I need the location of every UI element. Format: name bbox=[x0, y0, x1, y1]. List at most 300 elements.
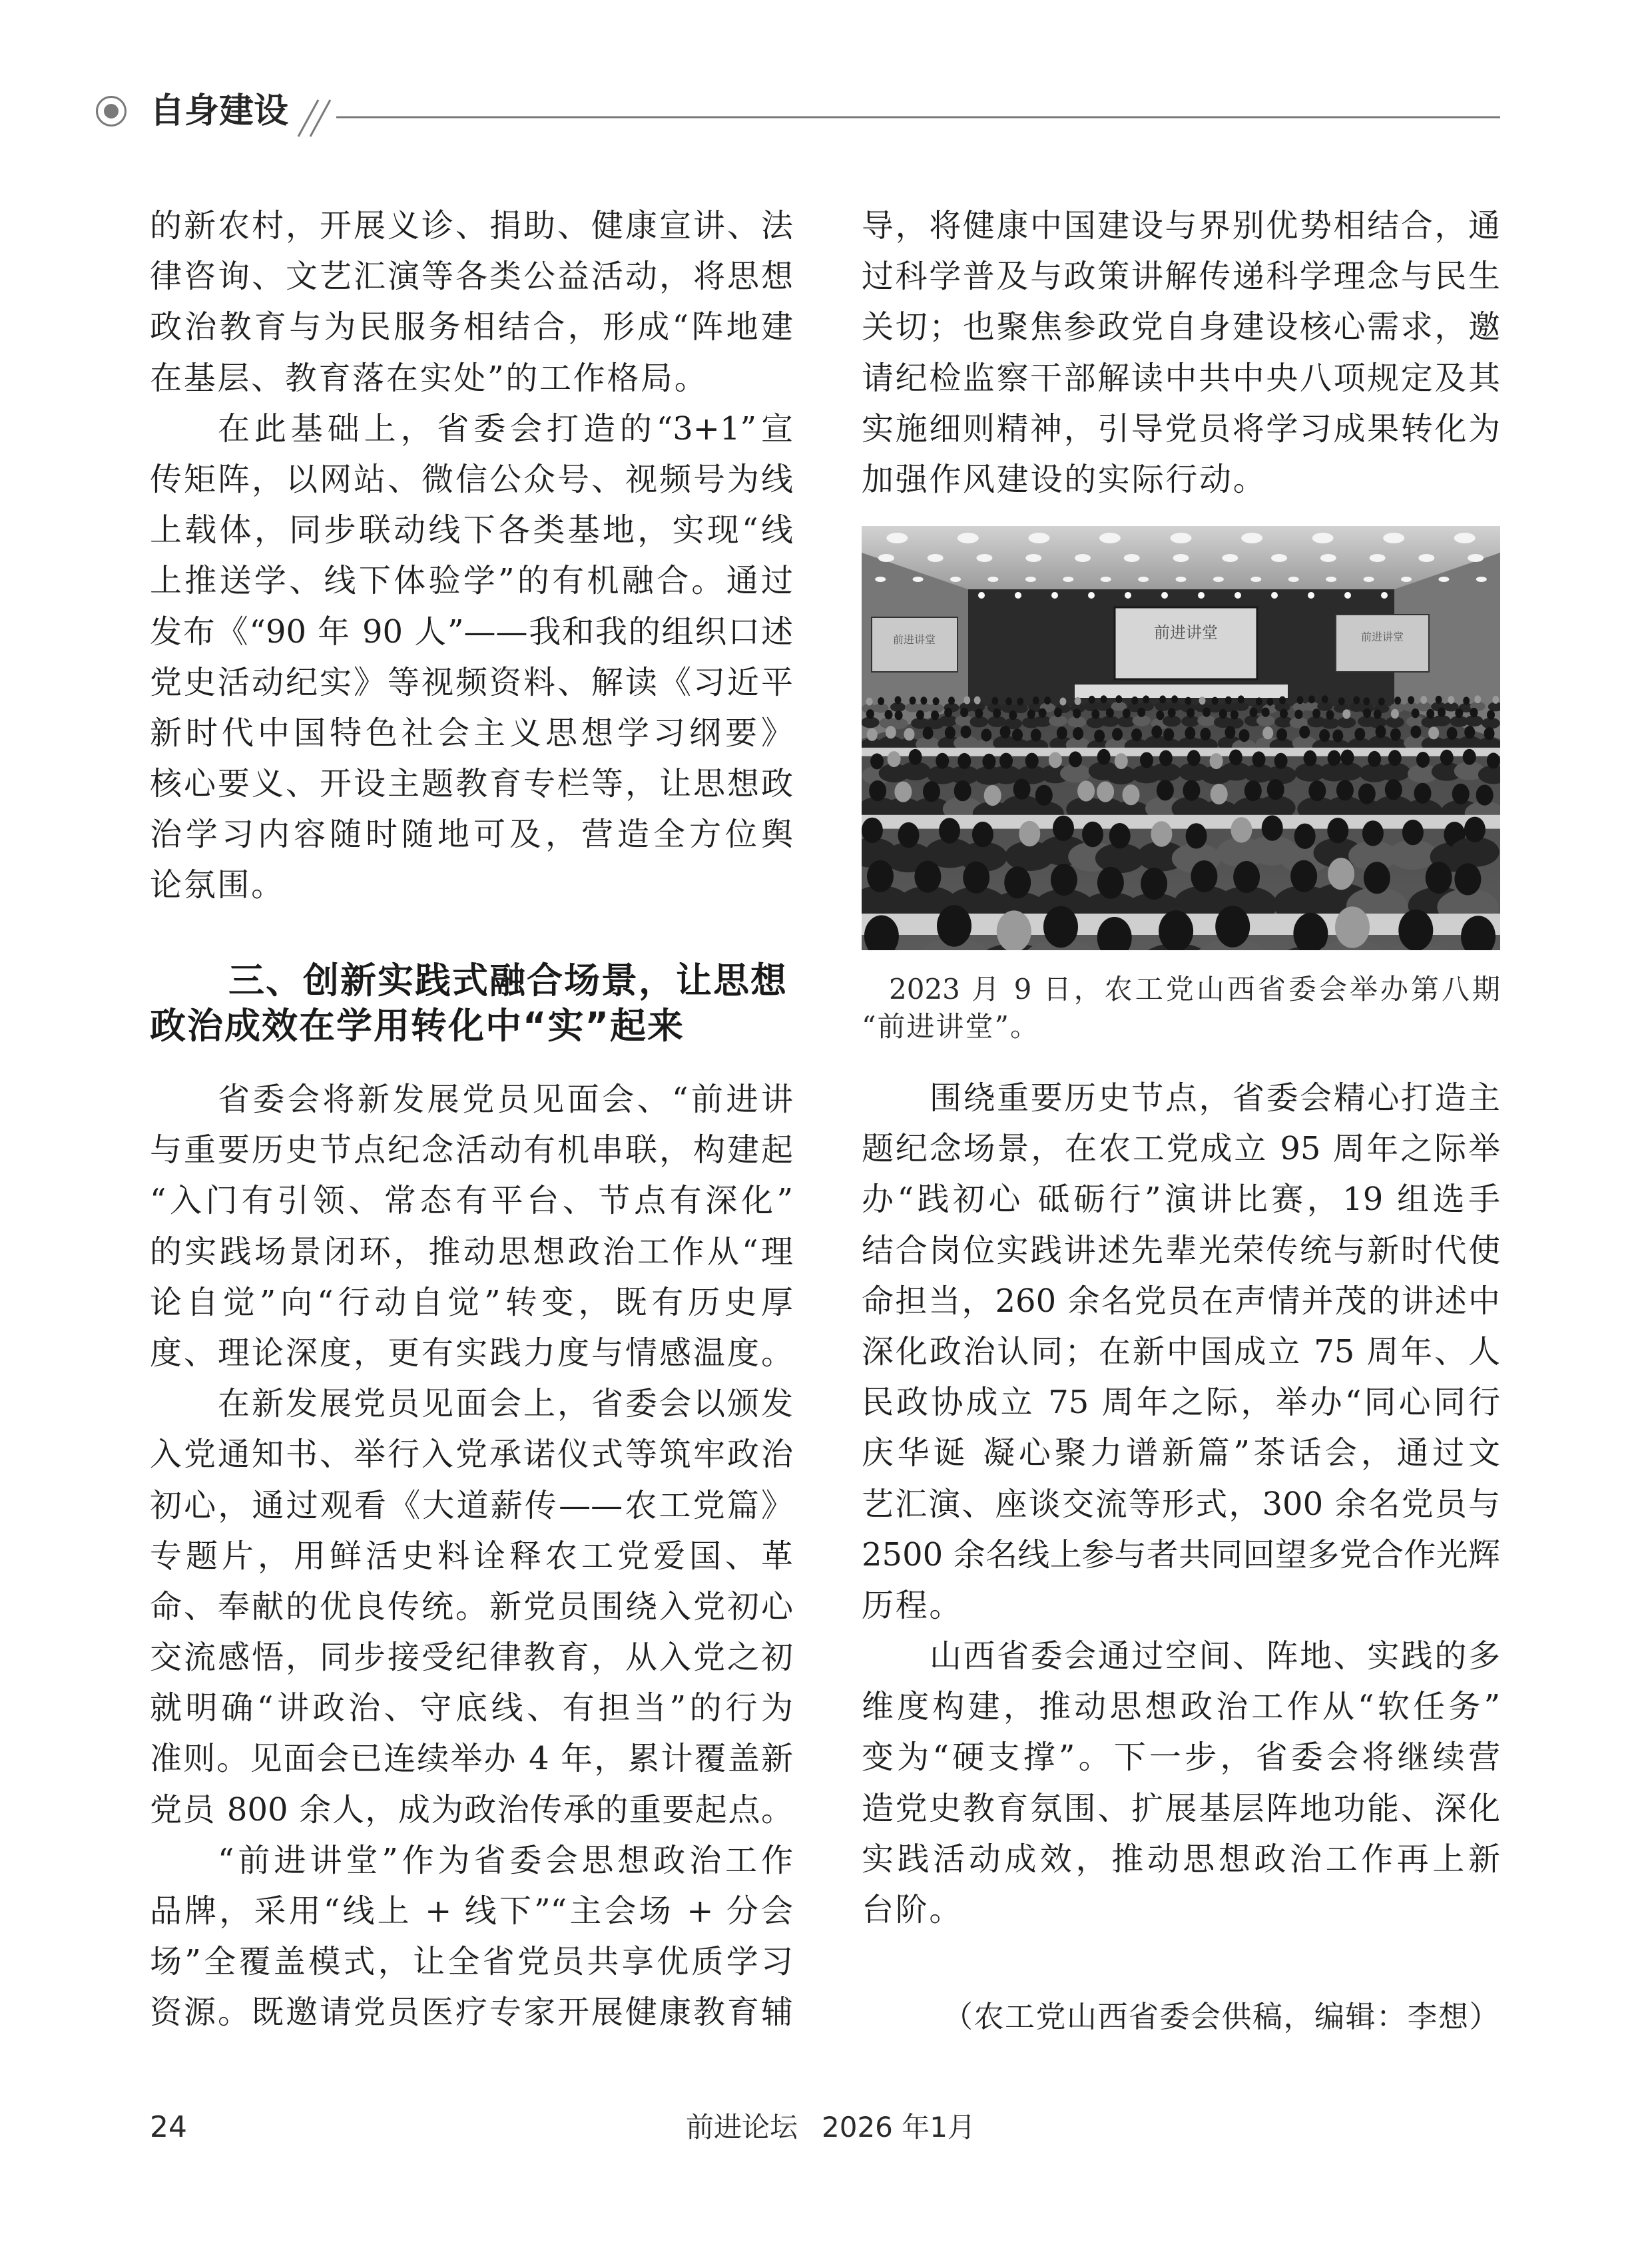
body-line: 专题片，用鲜活史料诠释农工党爱国、革 bbox=[150, 1537, 793, 1575]
audience-head bbox=[1363, 697, 1370, 705]
audience-head bbox=[1123, 708, 1131, 718]
audience-head bbox=[1049, 752, 1062, 768]
audience-head bbox=[963, 862, 989, 894]
left-screen-text: 前进讲堂 bbox=[892, 633, 936, 646]
ceiling-light bbox=[987, 577, 998, 582]
audience-head bbox=[1398, 910, 1433, 950]
audience-head bbox=[1274, 753, 1288, 769]
body-line: “前进讲堂”作为省委会思想政治工作 bbox=[218, 1841, 793, 1879]
audience-head bbox=[1219, 709, 1227, 718]
audience-head bbox=[1452, 784, 1470, 804]
audience-head bbox=[1326, 710, 1334, 719]
audience-head bbox=[1186, 823, 1207, 848]
body-line: 变为“硬支撑”。下一步，省委会将继续营 bbox=[862, 1739, 1500, 1777]
audience-head bbox=[1009, 710, 1017, 720]
audience-head bbox=[1297, 696, 1304, 704]
audience-head bbox=[866, 709, 874, 718]
audience-head bbox=[1053, 816, 1074, 841]
ceiling-light bbox=[1288, 577, 1299, 582]
spotlight bbox=[1125, 592, 1131, 599]
audience-head bbox=[1140, 752, 1153, 768]
audience-head bbox=[1156, 710, 1164, 720]
body-line: 在此基础上，省委会打造的“3+1”宣 bbox=[218, 410, 793, 447]
audience-head bbox=[910, 697, 916, 704]
audience-head bbox=[1328, 858, 1354, 890]
photo-caption-line: 2023 月 9 日，农工党山西省委会举办第八期 bbox=[889, 973, 1500, 1005]
audience-head bbox=[1374, 709, 1382, 718]
body-line: 发布《“90 年 90 人”——我和我的组织口述 bbox=[150, 613, 793, 651]
audience-head bbox=[909, 749, 922, 765]
spotlight bbox=[1344, 592, 1351, 599]
audience-head bbox=[984, 785, 1001, 806]
audience-head bbox=[1000, 726, 1011, 738]
audience-head bbox=[1073, 708, 1081, 718]
ceiling-light bbox=[1025, 554, 1041, 562]
audience-head bbox=[1363, 708, 1371, 718]
audience-head bbox=[1035, 785, 1053, 806]
audience-head bbox=[945, 726, 956, 739]
audience-head bbox=[1097, 867, 1124, 899]
audience-head bbox=[1187, 750, 1201, 766]
conference-photo bbox=[862, 526, 1500, 950]
audience-head bbox=[1199, 697, 1206, 704]
audience-head bbox=[1200, 728, 1211, 740]
section-heading-line: 政治成效在学用转化中“实”起来 bbox=[150, 1005, 685, 1047]
body-line: 命担当，260 余名党员在声情并茂的讲述中 bbox=[862, 1282, 1500, 1320]
ceiling-light bbox=[928, 554, 944, 562]
audience-head bbox=[1017, 698, 1023, 706]
audience-head bbox=[1487, 752, 1500, 768]
audience-head bbox=[1094, 730, 1105, 742]
audience-head bbox=[1238, 695, 1244, 703]
ceiling-light bbox=[1312, 533, 1334, 543]
spotlight bbox=[1051, 592, 1058, 599]
body-line: 与重要历史节点纪念活动有机串联，构建起 bbox=[150, 1131, 793, 1169]
ceiling-light bbox=[976, 554, 992, 562]
audience-head bbox=[1376, 725, 1386, 738]
audience-head bbox=[1322, 695, 1328, 703]
audience-head bbox=[886, 726, 896, 738]
ceiling-light bbox=[1213, 577, 1224, 582]
table-cloth bbox=[862, 748, 1500, 756]
audience-head bbox=[1106, 708, 1114, 717]
audience-head bbox=[1123, 784, 1140, 805]
audience-head bbox=[1151, 725, 1162, 738]
ceiling-light bbox=[1383, 533, 1404, 543]
audience-head bbox=[1368, 751, 1381, 767]
right-column-bottom bbox=[862, 1073, 1500, 1935]
audience-head bbox=[1109, 823, 1131, 848]
audience-head bbox=[939, 818, 960, 843]
ceiling-light bbox=[1176, 577, 1187, 582]
audience-head bbox=[1051, 864, 1077, 896]
issue-date: 2026 年1月 bbox=[822, 2111, 975, 2143]
audience-head bbox=[1013, 779, 1031, 800]
body-line: 的新农村，开展义诊、捐助、健康宣讲、法 bbox=[150, 207, 793, 244]
audience-head bbox=[1276, 728, 1287, 741]
body-line: 实施细则精神，引导党员将学习成果转化为 bbox=[862, 410, 1500, 447]
audience-head bbox=[1025, 753, 1039, 769]
audience-head bbox=[1470, 708, 1478, 717]
body-line: 题纪念场景，在农工党成立 95 周年之际举 bbox=[862, 1130, 1500, 1168]
photo-caption bbox=[862, 971, 1500, 1045]
body-line: 命、奉献的优良传统。新党员围绕入党初心 bbox=[150, 1587, 793, 1625]
body-line: 政治教育与为民服务相结合，形成“阵地建 bbox=[150, 308, 793, 346]
body-line: 艺汇演、座谈交流等形式，300 余名党员与 bbox=[862, 1485, 1500, 1523]
audience-head bbox=[1089, 696, 1095, 704]
audience-head bbox=[1385, 779, 1402, 800]
audience-head bbox=[867, 860, 894, 892]
audience-head bbox=[1097, 749, 1111, 765]
audience-head bbox=[914, 861, 941, 893]
spotlight bbox=[1235, 592, 1241, 599]
audience-head bbox=[1231, 710, 1239, 719]
audience-head bbox=[1131, 697, 1138, 704]
audience-head bbox=[1402, 820, 1424, 845]
audience-head bbox=[1294, 710, 1302, 719]
ceiling-light bbox=[1438, 577, 1449, 582]
audience-head bbox=[1225, 697, 1232, 704]
ceiling-light bbox=[1250, 577, 1261, 582]
audience-head bbox=[1420, 696, 1427, 704]
audience-head bbox=[1054, 708, 1062, 717]
audience-head bbox=[1215, 906, 1250, 947]
audience-head bbox=[1131, 728, 1142, 741]
audience-head bbox=[1075, 697, 1081, 705]
audience-head bbox=[1231, 817, 1252, 842]
body-line: 围绕重要历史节点，省委会精心打造主 bbox=[930, 1079, 1500, 1117]
audience-head bbox=[1341, 750, 1354, 766]
audience-head bbox=[1338, 697, 1345, 705]
audience-head bbox=[1005, 697, 1012, 705]
audience-head bbox=[1262, 708, 1270, 717]
ceiling-light bbox=[1025, 577, 1036, 582]
body-line: 论自觉”向“行动自觉”转变，既有历史厚 bbox=[150, 1283, 793, 1321]
audience-head bbox=[1416, 752, 1430, 768]
body-line: 庆华诞 凝心聚力谱新篇”茶话会，通过文 bbox=[862, 1434, 1500, 1472]
magazine-name: 前进论坛 bbox=[686, 2111, 798, 2143]
ceiling-light bbox=[1418, 554, 1434, 562]
spotlight bbox=[1015, 592, 1021, 599]
audience-head bbox=[1267, 779, 1284, 800]
audience-head bbox=[1414, 783, 1432, 804]
body-line: 新时代中国特色社会主义思想学习纲要》 bbox=[150, 714, 793, 752]
audience-head bbox=[1267, 698, 1274, 706]
ceiling-light bbox=[1476, 577, 1487, 582]
audience-head bbox=[1492, 696, 1499, 704]
ceiling-light bbox=[958, 533, 979, 543]
audience-head bbox=[1262, 815, 1283, 840]
ceiling-light bbox=[1370, 554, 1386, 562]
audience-head bbox=[1394, 697, 1401, 704]
photo-caption-line: “前进讲堂”。 bbox=[862, 1010, 1039, 1043]
audience-head bbox=[1279, 697, 1286, 704]
audience-head bbox=[1191, 860, 1217, 892]
audience-head bbox=[1391, 709, 1399, 718]
audience-head bbox=[1364, 862, 1390, 894]
spotlight bbox=[1161, 592, 1168, 599]
ceiling-light bbox=[1173, 554, 1189, 562]
ceiling-light bbox=[1124, 554, 1140, 562]
audience-head bbox=[1112, 728, 1123, 740]
audience-head bbox=[1033, 697, 1039, 704]
audience-head bbox=[1358, 784, 1376, 804]
audience-head bbox=[1476, 785, 1494, 806]
body-line: 办“践初心 砥砺行”演讲比赛，19 组选手 bbox=[862, 1181, 1500, 1219]
audience-head bbox=[1091, 709, 1099, 718]
audience-head bbox=[1484, 727, 1495, 740]
audience-head bbox=[997, 910, 1031, 950]
body-line: 2500 余名线上参与者共同回望多党合作光辉 bbox=[862, 1536, 1500, 1573]
audience-head bbox=[1487, 710, 1495, 719]
audience-head bbox=[1143, 695, 1149, 703]
audience-head bbox=[1410, 726, 1421, 738]
audience-head bbox=[1163, 728, 1174, 741]
spotlight bbox=[1198, 592, 1205, 599]
audience-head bbox=[1115, 753, 1128, 769]
audience-head bbox=[1185, 726, 1195, 739]
audience-head bbox=[1183, 780, 1200, 801]
body-line: 品牌，采用“线上 + 线下”“主会场 + 分会 bbox=[150, 1892, 793, 1930]
audience-head bbox=[1203, 707, 1211, 716]
section-heading-line: 三、创新实践式融合场景，让思想 bbox=[228, 960, 788, 1001]
body-line: 就明确“讲政治、守底线、有担当”的行为 bbox=[150, 1689, 793, 1727]
audience-head bbox=[1159, 695, 1166, 703]
spotlight bbox=[978, 592, 985, 599]
audience-head bbox=[1426, 709, 1434, 718]
body-line: “入门有引领、常态有平台、节点有深化” bbox=[150, 1182, 793, 1220]
audience-head bbox=[1256, 697, 1262, 705]
ceiling-light bbox=[1320, 554, 1336, 562]
ceiling-light bbox=[875, 577, 886, 582]
ceiling-light bbox=[1028, 533, 1049, 543]
audience-head bbox=[1115, 695, 1122, 703]
main-screen bbox=[1115, 607, 1257, 679]
audience-head bbox=[1436, 696, 1442, 704]
body-line: 过科学普及与政策讲解传递科学理念与民生 bbox=[862, 258, 1500, 296]
body-line: 资源。既邀请党员医疗专家开展健康教育辅 bbox=[150, 1994, 793, 2032]
body-line: 维度构建，推动思想政治工作从“软任务” bbox=[862, 1688, 1500, 1726]
audience-head bbox=[1250, 708, 1258, 717]
audience-head bbox=[1440, 750, 1454, 766]
audience-head bbox=[1428, 726, 1439, 739]
body-line: 度、理论深度，更有实践力度与情感温度。 bbox=[150, 1334, 793, 1372]
ceiling-light bbox=[1063, 577, 1073, 582]
audience-head bbox=[1082, 822, 1103, 847]
audience-head bbox=[974, 697, 981, 704]
body-line: 民政协成立 75 周年之际，举办“同心同行 bbox=[862, 1384, 1500, 1422]
ceiling-light bbox=[1075, 554, 1091, 562]
audience-head bbox=[1019, 821, 1040, 846]
audience-head bbox=[1299, 726, 1310, 738]
body-line: 关切；也聚焦参政党自身建设核心需求，邀 bbox=[862, 308, 1500, 346]
audience-head bbox=[1294, 824, 1316, 849]
audience-head bbox=[1073, 727, 1083, 740]
audience-head bbox=[1233, 861, 1260, 893]
section-heading bbox=[150, 958, 793, 1049]
audience-head bbox=[1455, 708, 1463, 718]
audience-head bbox=[1239, 729, 1250, 742]
audience-head bbox=[958, 753, 971, 769]
audience-head bbox=[1328, 750, 1341, 766]
spotlight bbox=[1271, 592, 1278, 599]
audience-head bbox=[1101, 695, 1107, 703]
body-line: 实践活动成效，推动思想政治工作再上新 bbox=[862, 1840, 1500, 1878]
audience-head bbox=[1464, 726, 1475, 738]
audience-head bbox=[1454, 863, 1481, 895]
ceiling-light bbox=[1364, 577, 1374, 582]
audience-head bbox=[1212, 697, 1219, 705]
presidium-table bbox=[1075, 685, 1288, 698]
ceiling-light bbox=[1241, 533, 1262, 543]
audience-head bbox=[1390, 728, 1401, 741]
audience-head bbox=[1463, 749, 1476, 765]
body-line: 结合岗位实践讲述先辈光荣传统与新时代使 bbox=[862, 1231, 1500, 1269]
audience-head bbox=[862, 818, 883, 843]
body-line: 加强作风建设的实际行动。 bbox=[862, 460, 1267, 498]
audience-head bbox=[1244, 780, 1262, 801]
audience-head bbox=[1378, 698, 1385, 706]
ceiling-light bbox=[1271, 554, 1287, 562]
spotlight bbox=[1088, 592, 1095, 599]
audience-head bbox=[895, 696, 902, 704]
audience-head bbox=[1097, 782, 1114, 802]
audience-head bbox=[894, 782, 912, 802]
ceiling-light bbox=[886, 533, 908, 543]
audience-head bbox=[1280, 709, 1288, 718]
ceiling-light bbox=[1171, 533, 1192, 543]
body-line: 上推送学、线下体验学”的有机融合。通过 bbox=[150, 562, 793, 600]
audience-head bbox=[1354, 728, 1365, 740]
audience-head bbox=[1304, 750, 1317, 766]
audience-head bbox=[1225, 726, 1235, 738]
audience-head bbox=[923, 726, 934, 739]
left-column-bottom bbox=[150, 1074, 793, 2038]
audience-head bbox=[869, 780, 886, 801]
body-line: 山西省委会通过空间、阵地、实践的多 bbox=[930, 1637, 1500, 1675]
body-line: 党史活动纪实》等视频资料、解读《习近平 bbox=[150, 663, 793, 701]
spotlight bbox=[1381, 592, 1388, 599]
main-screen-text: 前进讲堂 bbox=[1154, 623, 1218, 642]
body-line: 的实践场景闭环，推动思想政治工作从“理 bbox=[150, 1233, 793, 1270]
audience-head bbox=[1059, 698, 1066, 706]
body-line: 台阶。 bbox=[862, 1891, 964, 1928]
audience-head bbox=[1447, 727, 1458, 740]
body-line: 核心要义、开设主题教育专栏等，让思想政 bbox=[150, 765, 793, 803]
body-line: 造党史教育氛围、扩展基层阵地功能、深化 bbox=[862, 1789, 1500, 1827]
audience-head bbox=[948, 697, 955, 704]
audience-head bbox=[1336, 780, 1354, 800]
audience-head bbox=[961, 726, 971, 738]
audience-head bbox=[1211, 784, 1228, 804]
audience-head bbox=[1171, 695, 1178, 703]
section-title: 自身建设 bbox=[150, 91, 289, 131]
audience-head bbox=[944, 708, 952, 717]
audience-head bbox=[1426, 862, 1452, 894]
article-credit: （农工党山西省委会供稿，编辑：李想） bbox=[942, 1999, 1500, 2034]
body-line: 治学习内容随时随地可及，营造全方位舆 bbox=[150, 816, 793, 854]
body-line: 深化政治认同；在新中国成立 75 周年、人 bbox=[862, 1332, 1500, 1370]
audience-head bbox=[937, 905, 971, 946]
audience-head bbox=[1027, 709, 1035, 718]
body-line: 在新发展党员见面会上，省委会以颁发 bbox=[218, 1385, 793, 1423]
audience-head bbox=[991, 697, 998, 705]
audience-head bbox=[1031, 728, 1041, 741]
body-line: 场”全覆盖模式，让全省党员共享优质学习 bbox=[150, 1943, 793, 1981]
audience-head bbox=[1412, 708, 1420, 718]
audience-head bbox=[866, 698, 873, 706]
audience-head bbox=[1210, 753, 1223, 769]
right-screen bbox=[1336, 615, 1429, 672]
body-line: 准则。见面会已连续举办 4 年，累计覆盖新 bbox=[150, 1740, 793, 1778]
audience-head bbox=[1463, 697, 1470, 704]
spotlight bbox=[1308, 592, 1314, 599]
audience-head bbox=[964, 697, 970, 704]
body-line: 上载体，同步联动线下各类基地，实现“线 bbox=[150, 511, 793, 549]
audience-head bbox=[898, 822, 920, 848]
audience-head bbox=[1474, 695, 1481, 703]
audience-head bbox=[1077, 780, 1095, 801]
body-line: 传矩阵，以网站、微信公众号、视频号为线 bbox=[150, 460, 793, 498]
header-rule bbox=[0, 0, 1652, 160]
body-line: 历程。 bbox=[862, 1586, 964, 1624]
audience-head bbox=[1332, 729, 1343, 742]
audience-head bbox=[1141, 868, 1167, 900]
audience-head bbox=[936, 753, 949, 769]
ceiling-light bbox=[1222, 554, 1238, 562]
ceiling-light bbox=[1099, 533, 1121, 543]
body-line: 党员 800 余人，成为政治传承的重要起点。 bbox=[150, 1791, 793, 1828]
audience-head bbox=[885, 710, 893, 719]
audience-head bbox=[981, 728, 991, 741]
body-line: 入党通知书、举行入党承诺仪式等筑牢政治 bbox=[150, 1436, 793, 1474]
audience-head bbox=[1159, 750, 1173, 766]
audience-head bbox=[1312, 708, 1320, 718]
audience-head bbox=[982, 754, 995, 770]
audience-head bbox=[954, 780, 971, 801]
audience-head bbox=[999, 753, 1013, 769]
body-line: 导，将健康中国建设与界别优势相结合，通 bbox=[862, 207, 1500, 244]
audience-head bbox=[1168, 708, 1176, 717]
ceiling-light bbox=[913, 577, 924, 582]
ceiling-light bbox=[1454, 533, 1476, 543]
audience-head bbox=[1252, 751, 1266, 767]
audience-head bbox=[931, 710, 939, 720]
page-number: 24 bbox=[150, 2110, 187, 2144]
audience-head bbox=[1308, 780, 1326, 801]
audience-head bbox=[1438, 708, 1446, 717]
audience-head bbox=[1362, 820, 1384, 846]
audience-head bbox=[916, 710, 924, 719]
audience-head bbox=[904, 728, 915, 740]
body-line: 省委会将新发展党员见面会、“前进讲 bbox=[218, 1081, 793, 1118]
audience-head bbox=[878, 697, 884, 705]
audience-head bbox=[920, 697, 927, 704]
audience-head bbox=[1319, 729, 1330, 742]
ceiling-light bbox=[1101, 577, 1111, 582]
ceiling-light bbox=[1138, 577, 1149, 582]
audience-head bbox=[972, 822, 993, 847]
body-line: 请纪检监察干部解读中共中央八项规定及其 bbox=[862, 359, 1500, 397]
audience-head bbox=[975, 708, 983, 718]
audience-head bbox=[1159, 910, 1193, 950]
audience-head bbox=[1448, 696, 1454, 704]
audience-head bbox=[1262, 726, 1273, 739]
audience-head bbox=[993, 708, 1001, 718]
body-line: 论氛围。 bbox=[150, 866, 285, 904]
audience-head bbox=[1290, 860, 1317, 892]
audience-head bbox=[870, 753, 884, 769]
